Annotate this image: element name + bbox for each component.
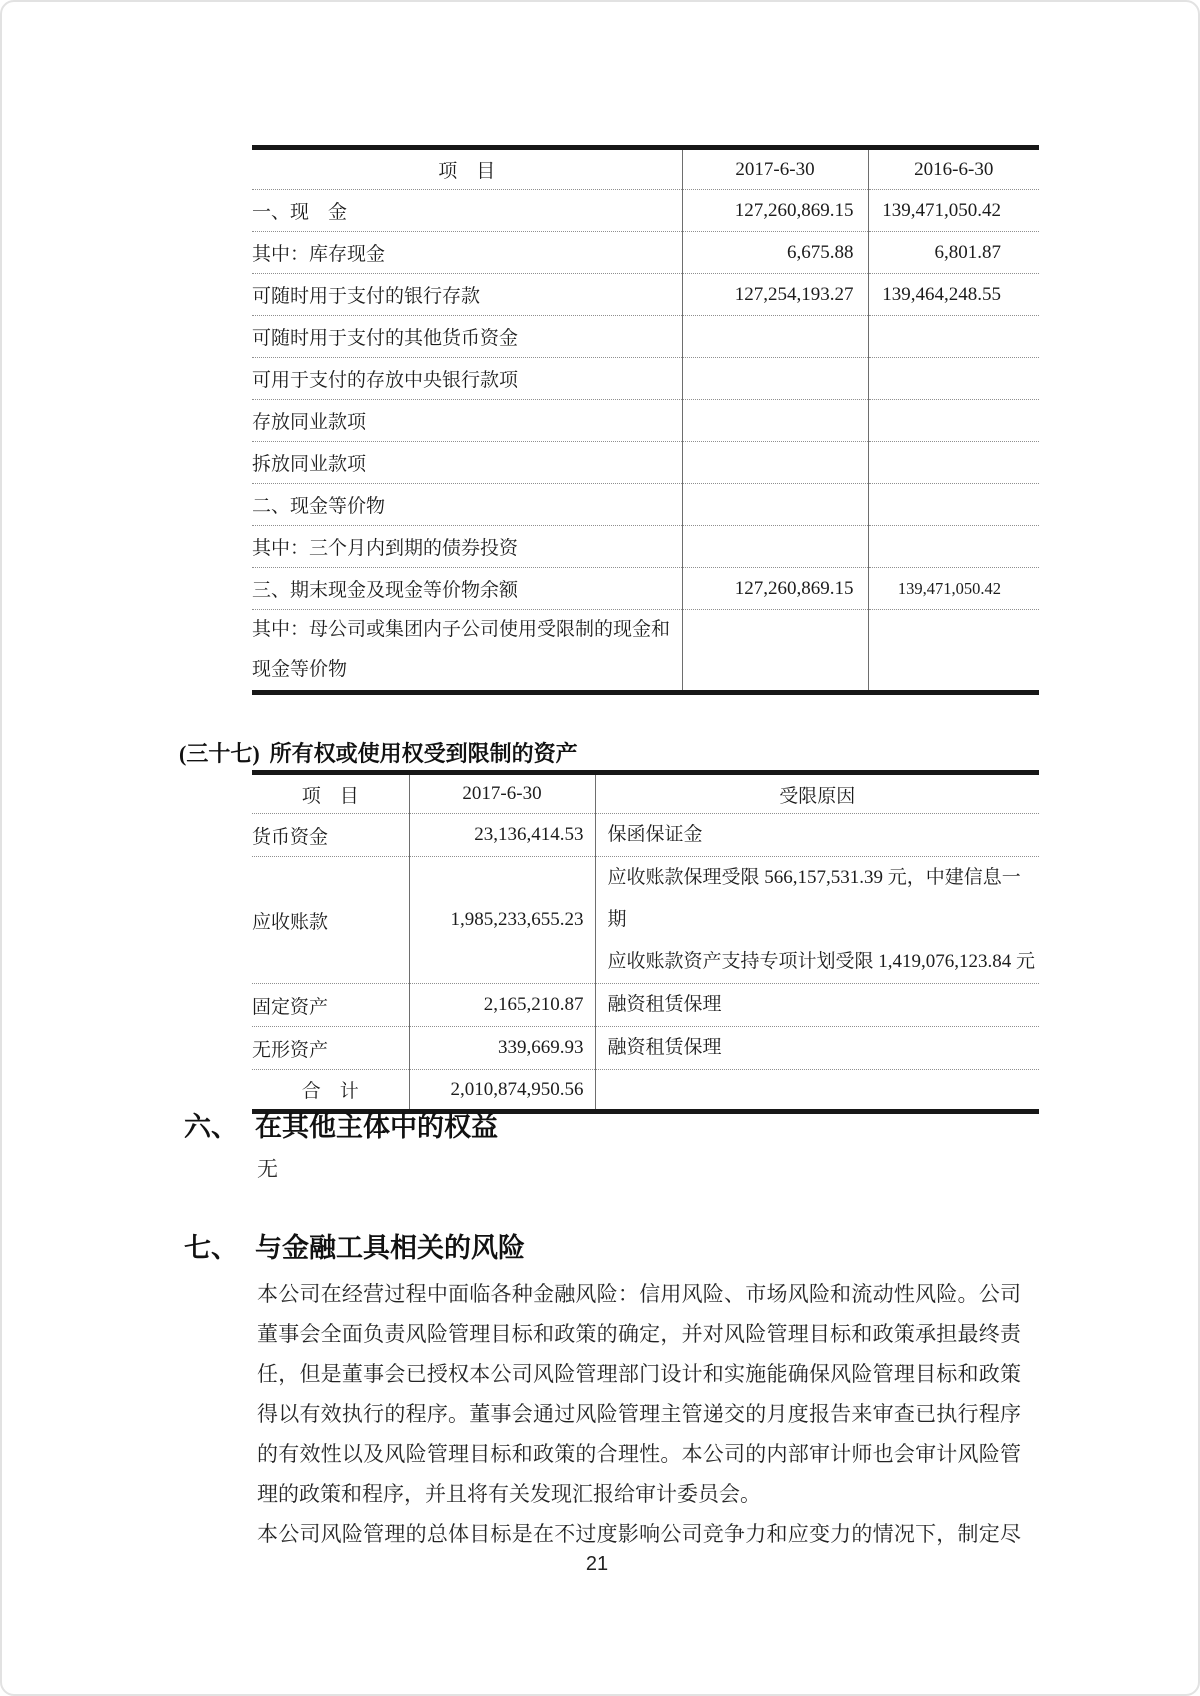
col-header-2016: 2016-6-30 [868,148,1039,190]
row-value-2017: 127,260,869.15 [682,190,868,232]
table-row [252,400,1039,442]
row-value-2016 [868,442,1039,484]
table-row [252,1027,1039,1070]
row-reason [595,1070,1039,1112]
row-value-2017 [682,526,868,568]
section-7-heading [184,1226,525,1265]
row-label: 三、期末现金及现金等价物余额 [252,568,682,610]
table-row [252,484,1039,526]
paragraph-line: 本公司在经营过程中面临各种金融风险：信用风险、市场风险和流动性风险。公司 [257,1282,1021,1306]
row-label: 拆放同业款项 [252,442,682,484]
section-37-heading [179,737,578,768]
table-row [252,274,1039,316]
row-reason [595,857,1039,984]
section-6-heading [184,1105,498,1144]
row-value-2017 [682,484,868,526]
col-header-reason: 受限原因 [595,773,1039,814]
row-label: 其中：母公司或集团内子公司使用受限制的现金和现金等价物 [252,610,682,693]
row-value-2016 [868,484,1039,526]
row-label: 存放同业款项 [252,400,682,442]
table-row [252,232,1039,274]
reason-line-2: 应收账款资产支持专项计划受限 1,419,076,123.84 元 [607,951,1036,972]
row-value-2017 [682,400,868,442]
row-value-2016: 6,801.87 [868,232,1039,274]
row-value-2016 [868,358,1039,400]
col-header-2017: 2017-6-30 [409,773,595,814]
table-row [252,316,1039,358]
row-value-2016 [868,610,1039,693]
paragraph-line: 的有效性以及风险管理目标和政策的合理性。本公司的内部审计师也会审计风险管 [257,1442,1021,1466]
paragraph-line: 任，但是董事会已授权本公司风险管理部门设计和实施能确保风险管理目标和政策 [257,1362,1021,1386]
table-row [252,526,1039,568]
table-row [252,190,1039,232]
cash-table [252,145,1039,695]
paragraph-line: 本公司风险管理的总体目标是在不过度影响公司竞争力和应变力的情况下，制定尽 [257,1522,1021,1546]
row-reason: 保函保证金 [595,814,1039,857]
table-header-row [252,148,1039,190]
row-value-2016 [868,316,1039,358]
row-label: 其中：库存现金 [252,232,682,274]
row-value-2017 [682,316,868,358]
section-6-body: 无 [257,1157,278,1181]
row-label: 无形资产 [252,1027,409,1070]
row-value-2017: 6,675.88 [682,232,868,274]
table-row [252,984,1039,1027]
paragraph-line: 董事会全面负责风险管理目标和政策的确定，并对风险管理目标和政策承担最终责 [257,1322,1021,1346]
row-value-2017: 127,254,193.27 [682,274,868,316]
table-row [252,568,1039,610]
table-row [252,814,1039,857]
table-row [252,442,1039,484]
section-number: 七、 [184,1233,238,1263]
section-7-paragraph [257,1274,1021,1554]
section-title: 在其他主体中的权益 [255,1112,498,1142]
paragraph-line: 理的政策和程序，并且将有关发现汇报给审计委员会。 [257,1482,761,1506]
total-value: 2,010,874,950.56 [409,1070,595,1112]
row-value: 23,136,414.53 [409,814,595,857]
section-title: 与金融工具相关的风险 [255,1233,525,1263]
table-header-row [252,773,1039,814]
row-label: 可随时用于支付的银行存款 [252,274,682,316]
row-label: 固定资产 [252,984,409,1027]
table-row [252,857,1039,984]
row-value-2016: 139,471,050.42 [868,190,1039,232]
reason-line-1: 应收账款保理受限 566,157,531.39 元，中建信息一期 [607,867,1021,930]
col-header-item: 项 目 [252,148,682,190]
row-value: 2,165,210.87 [409,984,595,1027]
row-label: 其中：三个月内到期的债券投资 [252,526,682,568]
row-label: 一、现 金 [252,190,682,232]
row-reason: 融资租赁保理 [595,1027,1039,1070]
table-row [252,358,1039,400]
row-value-2016 [868,526,1039,568]
paragraph-line: 得以有效执行的程序。董事会通过风险管理主管递交的月度报告来审查已执行程序 [257,1402,1021,1426]
table-row [252,610,1039,693]
row-value-2016 [868,400,1039,442]
row-reason: 融资租赁保理 [595,984,1039,1027]
restricted-assets-table [252,770,1039,1114]
row-value-2017: 127,260,869.15 [682,568,868,610]
row-label: 可随时用于支付的其他货币资金 [252,316,682,358]
section-number: (三十七) [179,741,260,766]
row-value: 1,985,233,655.23 [409,857,595,984]
total-label: 合 计 [252,1070,409,1112]
row-value-2016: 139,464,248.55 [868,274,1039,316]
row-label: 应收账款 [252,857,409,984]
row-value-2017 [682,358,868,400]
row-value-2017 [682,610,868,693]
row-value-2016: 139,471,050.42 [868,568,1039,610]
col-header-item: 项 目 [252,773,409,814]
row-label: 可用于支付的存放中央银行款项 [252,358,682,400]
col-header-2017: 2017-6-30 [682,148,868,190]
section-title: 所有权或使用权受到限制的资产 [269,741,578,766]
row-value-2017 [682,442,868,484]
row-value: 339,669.93 [409,1027,595,1070]
row-label: 货币资金 [252,814,409,857]
row-label: 二、现金等价物 [252,484,682,526]
page-number: 21 [585,1553,609,1575]
section-number: 六、 [184,1112,238,1142]
